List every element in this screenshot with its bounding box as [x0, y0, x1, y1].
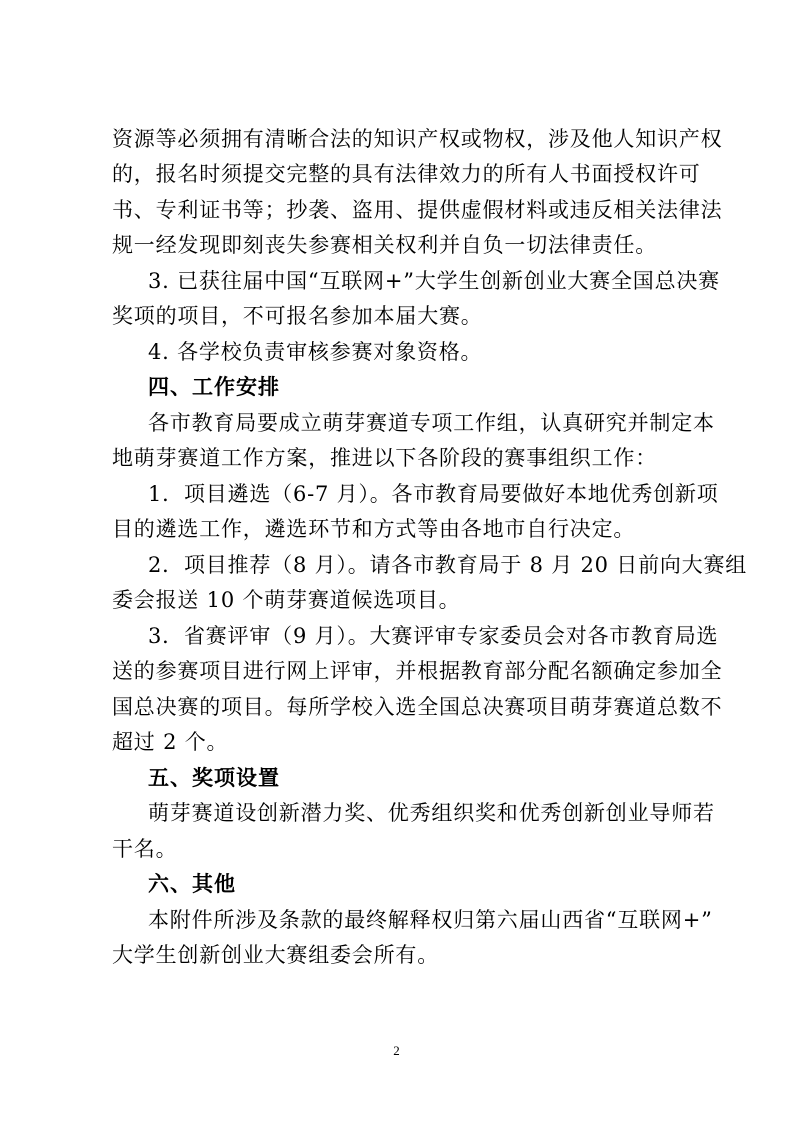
paragraph-line: 4. 各学校负责审核参赛对象资格。	[148, 340, 483, 364]
paragraph-line: 本附件所涉及条款的最终解释权归第六届山西省“互联网+”	[148, 908, 713, 932]
paragraph-line: 委会报送 10 个萌芽赛道候选项目。	[112, 588, 461, 612]
paragraph-line: 资源等必须拥有清晰合法的知识产权或物权，涉及他人知识产权	[112, 127, 723, 151]
paragraph-line: 大学生创新创业大赛组委会所有。	[112, 943, 439, 967]
paragraph-line: 奖项的项目，不可报名参加本届大赛。	[112, 304, 483, 328]
paragraph-line: 国总决赛的项目。每所学校入选全国总决赛项目萌芽赛道总数不	[112, 695, 723, 719]
paragraph-line: 超过 2 个。	[112, 730, 229, 754]
paragraph-line: 地萌芽赛道工作方案，推进以下各阶段的赛事组织工作：	[112, 446, 657, 470]
paragraph-line: 3．省赛评审（9 月）。大赛评审专家委员会对各市教育局选	[148, 624, 719, 648]
section-heading: 五、奖项设置	[148, 766, 280, 790]
page-number: 2	[393, 1043, 400, 1058]
paragraph-line: 1．项目遴选（6-7 月）。各市教育局要做好本地优秀创新项	[148, 482, 719, 506]
paragraph-line: 的，报名时须提交完整的具有法律效力的所有人书面授权许可	[112, 162, 701, 186]
paragraph-line: 送的参赛项目进行网上评审，并根据教育部分配名额确定参加全	[112, 659, 723, 683]
paragraph-line: 目的遴选工作，遴选环节和方式等由各地市自行决定。	[112, 517, 636, 541]
paragraph-line: 书、专利证书等；抄袭、盗用、提供虚假材料或违反相关法律法	[112, 198, 723, 222]
paragraph-line: 各市教育局要成立萌芽赛道专项工作组，认真研究并制定本	[148, 411, 715, 435]
paragraph-line: 萌芽赛道设创新潜力奖、优秀组织奖和优秀创新创业导师若	[148, 801, 715, 825]
paragraph-line: 3. 已获往届中国“互联网+”大学生创新创业大赛全国总决赛	[148, 269, 720, 293]
paragraph-line: 2．项目推荐（8 月）。请各市教育局于 8 月 20 日前向大赛组	[148, 553, 748, 577]
paragraph-line: 干名。	[112, 837, 178, 861]
section-heading: 四、工作安排	[148, 375, 280, 399]
paragraph-line: 规一经发现即刻丧失参赛相关权利并自负一切法律责任。	[112, 233, 657, 257]
section-heading: 六、其他	[148, 872, 236, 896]
